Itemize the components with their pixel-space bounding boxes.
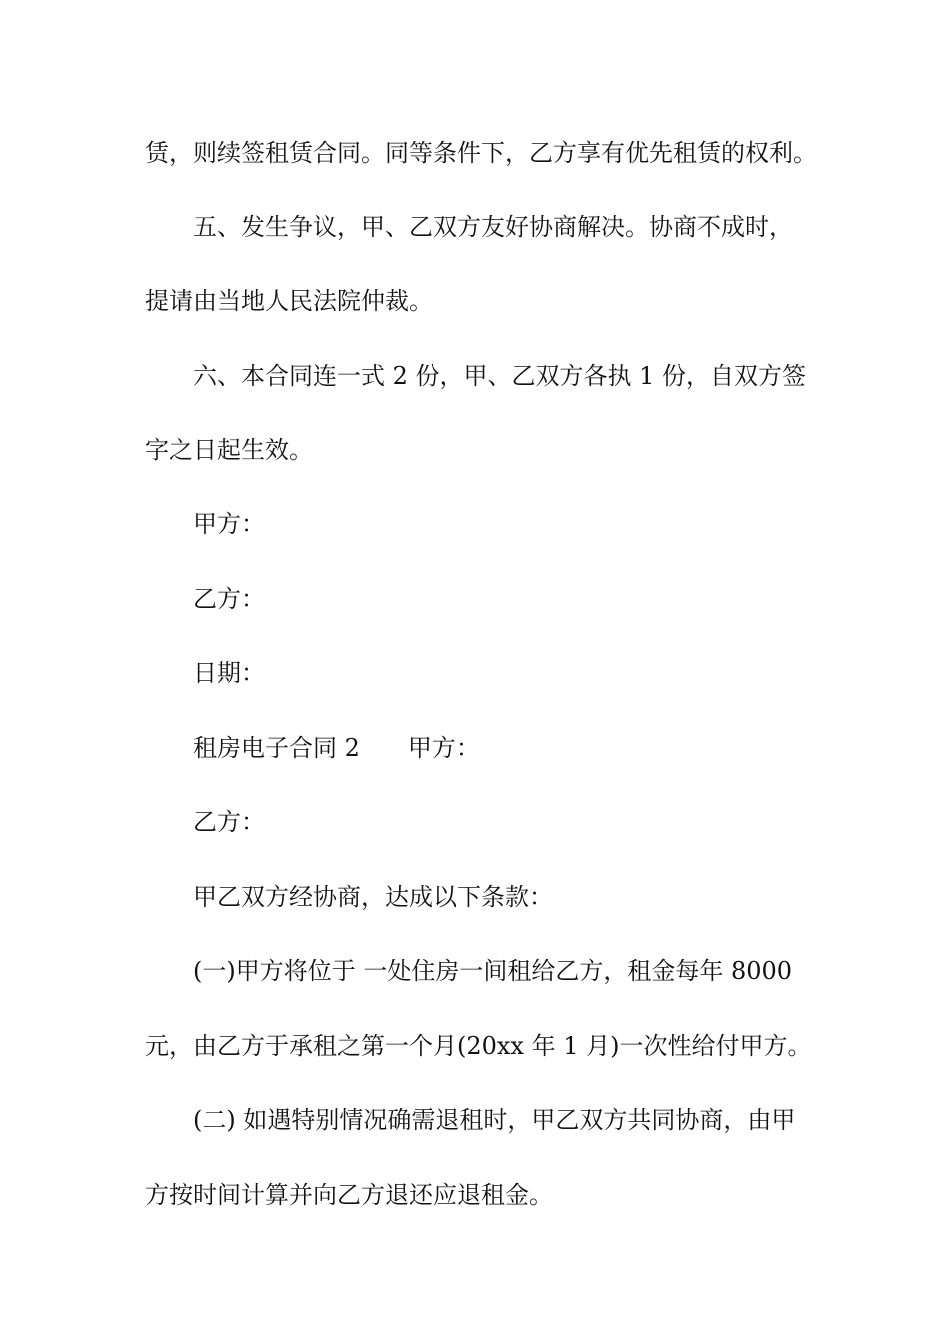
term-one-line-1: (一)甲方将位于 一处住房一间租给乙方，租金每年 8000 — [193, 957, 793, 985]
contract-title: 租房电子合同 2 — [193, 734, 360, 762]
party-a-label: 甲方： — [193, 510, 265, 538]
contract-heading-line — [193, 733, 810, 763]
party-a-label-2: 甲方： — [407, 734, 480, 762]
clause-five-line-1: 五、发生争议，甲、乙双方友好协商解决。协商不成时， — [193, 213, 793, 241]
clause-five-line-2: 提请由当地人民法院仲裁。 — [145, 287, 433, 315]
term-one-line-2: 元，由乙方于承租之第一个月(20xx 年 1 月)一次性给付甲方。 — [145, 1032, 812, 1060]
date-label: 日期： — [193, 659, 265, 687]
agreement-intro: 甲乙双方经协商，达成以下条款： — [193, 883, 553, 911]
term-two-line-2: 方按时间计算并向乙方退还应退租金。 — [145, 1181, 553, 1209]
term-two-line-1: (二) 如遇特别情况确需退租时，甲乙双方共同协商，由甲 — [193, 1106, 796, 1134]
paragraph-line: 赁，则续签租赁合同。同等条件下，乙方享有优先租赁的权利。 — [145, 139, 817, 167]
clause-six-line-2: 字之日起生效。 — [145, 436, 313, 464]
party-b-label-2: 乙方： — [193, 808, 265, 836]
party-b-label: 乙方： — [193, 585, 265, 613]
clause-six-line-1: 六、本合同连一式 2 份，甲、乙双方各执 1 份，自双方签 — [193, 362, 807, 390]
